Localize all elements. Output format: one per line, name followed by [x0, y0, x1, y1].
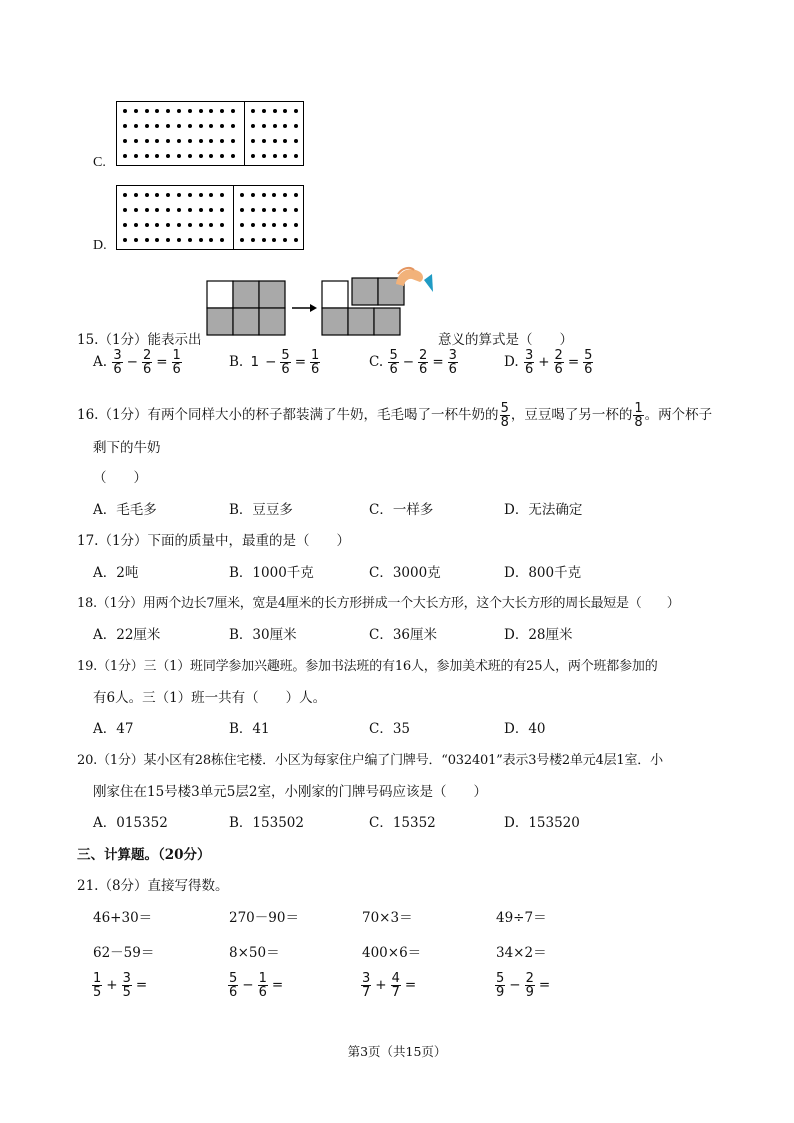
q17-option-a[interactable]: A．2吨: [93, 565, 139, 581]
dot: [123, 109, 127, 113]
dot: [283, 238, 287, 242]
fraction: $\frac{1}{5}$: [93, 971, 102, 1000]
grid-divider: [244, 102, 245, 165]
dot: [134, 154, 138, 158]
fraction: $\frac{5}{6}$: [281, 348, 290, 377]
calc-item: 70×3＝: [362, 910, 413, 926]
section-heading: 三、计算题。（20分）: [77, 847, 211, 863]
dot: [220, 238, 224, 242]
dot: [251, 124, 255, 128]
page-footer: 第3页（共15页）: [347, 1044, 447, 1059]
dot: [145, 208, 149, 212]
dot: [240, 238, 244, 242]
dot: [199, 139, 203, 143]
calc-item: 49÷7＝: [496, 910, 547, 926]
dot: [199, 238, 203, 242]
dot: [123, 238, 127, 242]
question-19-line2: 有6人。三（1）班一共有（ ）人。: [93, 690, 327, 706]
fraction: $\frac{2}{9}$: [525, 971, 534, 1000]
dot: [262, 139, 266, 143]
dot: [231, 124, 235, 128]
fraction: $\frac{5}{8}$: [500, 401, 509, 430]
dot: [240, 208, 244, 212]
dot: [273, 154, 277, 158]
dot: [199, 193, 203, 197]
dot: [155, 208, 159, 212]
dot: [262, 154, 266, 158]
calc-fraction-item: $\frac{1}{5}$ + $\frac{3}{5}$ =: [93, 971, 148, 1000]
dot: [220, 154, 224, 158]
dot: [294, 154, 298, 158]
dot: [166, 238, 170, 242]
fraction: $\frac{1}{6}$: [258, 971, 267, 1000]
q15-option-a[interactable]: A. $\frac{3}{6}$ − $\frac{2}{6}$ = $\frac{1}{6}$: [93, 348, 181, 377]
question-21: 21.（8分）直接写得数。: [77, 878, 229, 894]
question-20-line2: 刚家住在15号楼3单元5层2室，小刚家的门牌号码应该是（ ）: [93, 784, 487, 800]
q16-option-c[interactable]: C．一样多: [369, 502, 434, 518]
dot: [209, 109, 213, 113]
q18-option-b[interactable]: B．30厘米: [229, 627, 297, 643]
dot: [177, 109, 181, 113]
dot: [294, 223, 298, 227]
dot: [283, 154, 287, 158]
dot: [188, 109, 192, 113]
fraction: $\frac{3}{6}$: [448, 348, 457, 377]
fraction: $\frac{3}{7}$: [362, 971, 371, 1000]
q19-option-d[interactable]: D．40: [504, 721, 546, 737]
dot: [199, 124, 203, 128]
dot: [123, 124, 127, 128]
dot: [177, 139, 181, 143]
dot: [272, 238, 276, 242]
dot: [134, 193, 138, 197]
dot: [209, 139, 213, 143]
dot: [155, 238, 159, 242]
question-17: 17.（1分）下面的质量中，最重的是（ ）: [77, 533, 351, 549]
dot: [273, 124, 277, 128]
dot: [145, 223, 149, 227]
dot: [155, 223, 159, 227]
dot: [166, 124, 170, 128]
q20-option-a[interactable]: A．015352: [93, 815, 168, 831]
dot: [231, 139, 235, 143]
dot: [231, 154, 235, 158]
grid-divider: [233, 186, 234, 249]
dot: [188, 208, 192, 212]
q20-option-d[interactable]: D．153520: [504, 815, 580, 831]
dot: [262, 193, 266, 197]
dot: [262, 208, 266, 212]
dot: [220, 109, 224, 113]
dot: [231, 109, 235, 113]
dot: [262, 223, 266, 227]
q20-option-b[interactable]: B．153502: [229, 815, 304, 831]
calc-item: 62－59＝: [93, 945, 155, 961]
fraction: $\frac{5}{6}$: [229, 971, 238, 1000]
option-c-label: C.: [93, 155, 106, 170]
dot: [134, 238, 138, 242]
q18-option-c[interactable]: C．36厘米: [369, 627, 438, 643]
dot: [273, 139, 277, 143]
calc-item: 400×6＝: [362, 945, 422, 961]
question-19-line1: 19.（1分）三（1）班同学参加兴趣班。参加书法班的有16人，参加美术班的有25人，两个班都参加的: [77, 659, 658, 674]
dot: [188, 223, 192, 227]
dot: [283, 208, 287, 212]
dot: [177, 124, 181, 128]
dot: [188, 139, 192, 143]
q17-option-c[interactable]: C．3000克: [369, 565, 441, 581]
calc-fraction-item: $\frac{3}{7}$ + $\frac{4}{7}$ =: [362, 971, 417, 1000]
dot: [220, 139, 224, 143]
calc-item: 270－90＝: [229, 910, 299, 926]
dot: [199, 208, 203, 212]
fraction: $\frac{3}{5}$: [122, 971, 131, 1000]
fraction: $\frac{5}{9}$: [496, 971, 505, 1000]
dot: [294, 139, 298, 143]
dot: [220, 124, 224, 128]
fraction: $\frac{4}{7}$: [391, 971, 400, 1000]
dot: [262, 124, 266, 128]
dot: [166, 208, 170, 212]
dot: [251, 238, 255, 242]
fraction: $\frac{2}{6}$: [419, 348, 428, 377]
dot: [294, 208, 298, 212]
dot: [294, 109, 298, 113]
dot: [134, 208, 138, 212]
calc-fraction-item: $\frac{5}{6}$ − $\frac{1}{6}$ =: [229, 971, 284, 1000]
dot: [272, 208, 276, 212]
calc-item: 34×2＝: [496, 945, 547, 961]
dot: [145, 238, 149, 242]
dot: [199, 223, 203, 227]
dot: [209, 124, 213, 128]
option-c-dot-grid: [116, 101, 304, 166]
fraction: $\frac{1}{6}$: [172, 348, 181, 377]
fraction: $\frac{5}{6}$: [584, 348, 593, 377]
dot: [272, 223, 276, 227]
dot: [240, 193, 244, 197]
dot: [123, 139, 127, 143]
dot: [177, 193, 181, 197]
dot: [220, 193, 224, 197]
option-d-dot-grid: [116, 185, 304, 250]
dot: [145, 109, 149, 113]
dot: [251, 109, 255, 113]
dot: [251, 223, 255, 227]
dot: [188, 238, 192, 242]
dot: [240, 223, 244, 227]
dot: [283, 124, 287, 128]
dot: [188, 124, 192, 128]
dot: [145, 193, 149, 197]
fraction: $\frac{2}{6}$: [554, 348, 563, 377]
dot: [251, 154, 255, 158]
dot: [123, 223, 127, 227]
answer-blank: （ ）: [93, 470, 147, 486]
dot: [283, 139, 287, 143]
dot: [294, 124, 298, 128]
dot: [166, 109, 170, 113]
fraction: $\frac{1}{8}$: [634, 401, 643, 430]
figure-before: [207, 281, 285, 335]
dot: [134, 223, 138, 227]
dot: [220, 223, 224, 227]
dot: [123, 193, 127, 197]
dot: [134, 124, 138, 128]
figure-after: [322, 278, 404, 335]
dot: [166, 223, 170, 227]
q15-option-b[interactable]: B. 1 − $\frac{5}{6}$ = $\frac{1}{6}$: [229, 348, 320, 377]
dot: [134, 139, 138, 143]
question-20-line1: 20.（1分）某小区有28栋住宅楼．小区为每家住户编了门牌号．“032401”表示3号楼2单元4层1室．小: [77, 753, 663, 768]
dot: [209, 193, 213, 197]
dot: [166, 139, 170, 143]
dot: [251, 208, 255, 212]
fraction: $\frac{5}{6}$: [389, 348, 398, 377]
dot: [177, 208, 181, 212]
dot: [209, 208, 213, 212]
dot: [177, 223, 181, 227]
question-16-line2: 剩下的牛奶: [93, 440, 161, 456]
q16-option-a[interactable]: A．毛毛多: [93, 502, 157, 518]
q15-option-c[interactable]: C. $\frac{5}{6}$ − $\frac{2}{6}$ = $\frac{3}{6}$: [369, 348, 457, 377]
dot: [155, 139, 159, 143]
dot: [166, 193, 170, 197]
fraction: $\frac{1}{6}$: [311, 348, 320, 377]
dot: [123, 208, 127, 212]
dot: [188, 154, 192, 158]
calc-fraction-item: $\frac{5}{9}$ − $\frac{2}{9}$ =: [496, 971, 551, 1000]
question-15-suffix: 意义的算式是（ ）: [438, 332, 573, 348]
dot: [251, 139, 255, 143]
arrow-icon: [292, 304, 317, 312]
dot: [294, 193, 298, 197]
q18-option-a[interactable]: A．22厘米: [93, 627, 161, 643]
dot: [155, 154, 159, 158]
dot: [199, 109, 203, 113]
dot: [145, 139, 149, 143]
q19-option-a[interactable]: A．47: [93, 721, 134, 737]
dot: [155, 109, 159, 113]
fraction: $\frac{3}{6}$: [524, 348, 534, 377]
fraction: $\frac{2}{6}$: [142, 348, 152, 377]
calc-item: 46+30＝: [93, 910, 153, 926]
q17-option-b[interactable]: B．1000千克: [229, 565, 314, 581]
dot: [177, 154, 181, 158]
dot: [155, 193, 159, 197]
question-18: 18.（1分）用两个边长7厘米，宽是4厘米的长方形拼成一个大长方形，这个大长方形的周长最短是（ ）: [77, 596, 680, 611]
q18-option-d[interactable]: D．28厘米: [504, 627, 573, 643]
dot: [145, 124, 149, 128]
dot: [283, 193, 287, 197]
fraction-figure: [200, 264, 440, 340]
dot: [177, 238, 181, 242]
option-d-label: D.: [93, 238, 107, 253]
dot: [145, 154, 149, 158]
dot: [209, 238, 213, 242]
dot: [188, 193, 192, 197]
dot: [209, 154, 213, 158]
dot: [199, 154, 203, 158]
q16-option-b[interactable]: B．豆豆多: [229, 502, 293, 518]
q20-option-c[interactable]: C．15352: [369, 815, 436, 831]
dot: [272, 193, 276, 197]
dot: [166, 154, 170, 158]
dot: [294, 238, 298, 242]
dot: [273, 109, 277, 113]
q15-option-d[interactable]: D. $\frac{3}{6}$ + $\frac{2}{6}$ = $\frac{5}{6}$: [504, 348, 593, 377]
dot: [262, 238, 266, 242]
q16-option-d[interactable]: D．无法确定: [504, 502, 583, 518]
dot: [283, 109, 287, 113]
dot: [220, 208, 224, 212]
dot: [209, 223, 213, 227]
dot: [251, 193, 255, 197]
q19-option-c[interactable]: C．35: [369, 721, 411, 737]
dot: [155, 124, 159, 128]
dot: [262, 109, 266, 113]
q19-option-b[interactable]: B．41: [229, 721, 270, 737]
q17-option-d[interactable]: D．800千克: [504, 565, 582, 581]
question-16-line1: 16.（1分）有两个同样大小的杯子都装满了牛奶，毛毛喝了一杯牛奶的 $\frac{5}{8}$ ，豆豆喝了另一杯的 $\frac{1}{8}$ 。两个杯子: [77, 401, 713, 430]
dot: [134, 109, 138, 113]
calc-item: 8×50＝: [229, 945, 280, 961]
dot: [123, 154, 127, 158]
dot: [283, 223, 287, 227]
question-15-prefix: 15.（1分）能表示出: [77, 332, 202, 348]
fraction: $\frac{3}{6}$: [113, 348, 122, 377]
